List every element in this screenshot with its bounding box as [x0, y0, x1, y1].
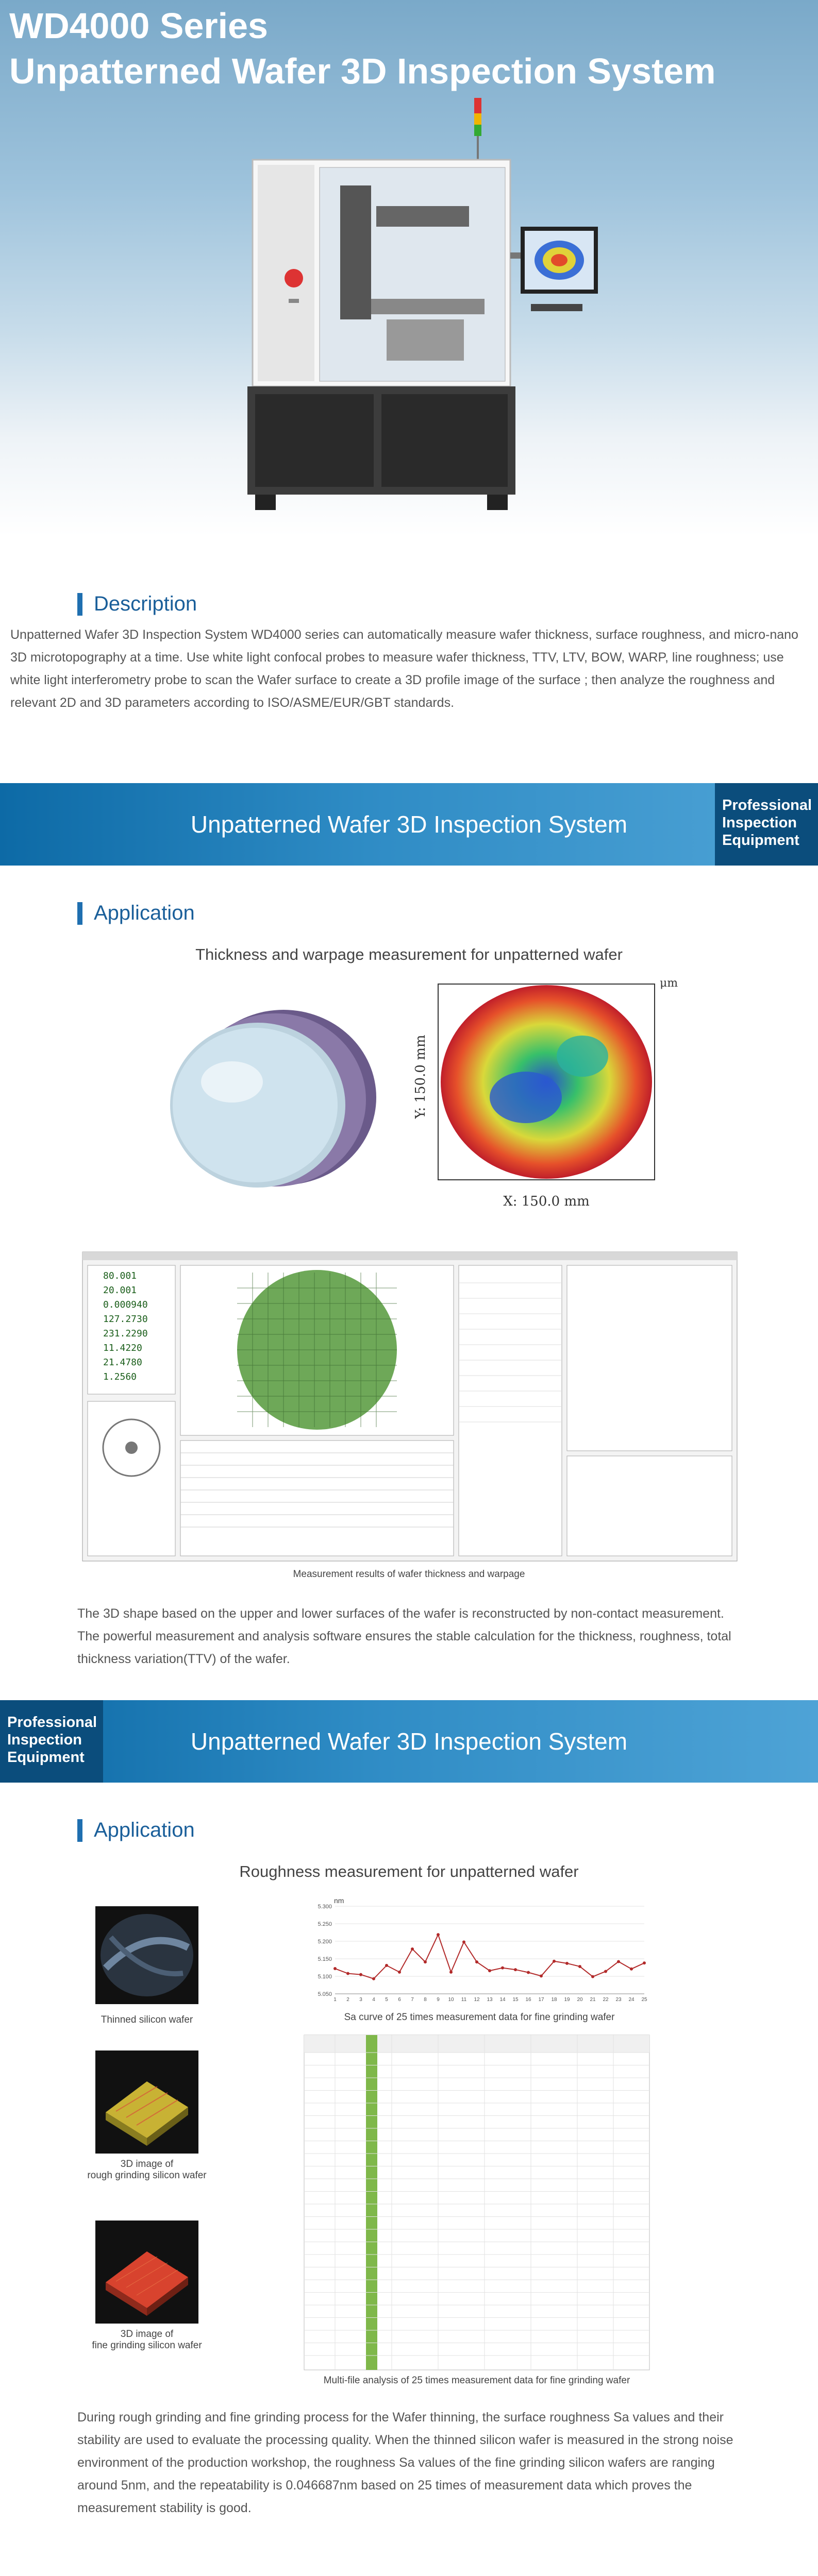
warpage-map: [413, 974, 686, 1211]
description-heading: Description: [77, 592, 197, 616]
banner-title: Unpatterned Wafer 3D Inspection System: [190, 1728, 628, 1755]
title-line-2: Unpatterned Wafer 3D Inspection System: [9, 51, 716, 91]
data-point: [501, 1967, 504, 1970]
x-tick-label: 23: [615, 1997, 622, 2003]
data-point: [553, 1960, 556, 1963]
map-x-label: X: 150.0 mm: [503, 1194, 590, 1209]
y-tick-label: 5.200: [318, 1939, 332, 1945]
chart-ylabel: nm: [334, 1896, 344, 1905]
rough-label: 3D image of rough grinding silicon wafer: [87, 2159, 207, 2181]
x-tick-label: 20: [577, 1997, 583, 2003]
readout: 127.2730: [103, 1314, 148, 1325]
y-tick-label: 5.100: [318, 1974, 332, 1980]
data-point: [617, 1960, 620, 1963]
x-tick-label: 21: [590, 1997, 596, 2003]
application-2-heading: Application: [77, 1819, 195, 1842]
data-point: [398, 1971, 401, 1974]
thin-wafer-label: Thinned silicon wafer: [101, 2014, 193, 2025]
table-caption: Multi-file analysis of 25 times measurement data for fine grinding wafer: [323, 2375, 630, 2386]
data-point: [630, 1968, 633, 1971]
banner-badge: Professional Inspection Equipment: [715, 783, 818, 866]
data-point: [372, 1977, 375, 1980]
fine-label: 3D image of fine grinding silicon wafer: [92, 2329, 202, 2351]
readout: 20.001: [103, 1285, 137, 1296]
y-tick-label: 5.300: [318, 1904, 332, 1910]
data-point: [346, 1972, 349, 1975]
x-tick-label: 7: [411, 1997, 414, 2003]
x-tick-label: 5: [385, 1997, 388, 2003]
app2-text: During rough grinding and fine grinding process for the Wafer thinning, the surface roughness Sa values and their stability are used to evaluate the processing quality. When the thinned silicon wafer is measured in the strong noise environment of the production workshop, the roughness Sa values of the fine grinding silicon wafers are ranging around 5nm, and the repeatability is 0.046687nm based on 25 times of measurement data which proves the measurement stability is good.: [77, 2410, 733, 2515]
y-tick-label: 5.250: [318, 1921, 332, 1927]
x-tick-label: 8: [424, 1997, 427, 2003]
application-1-heading: Application: [77, 902, 195, 925]
data-point: [565, 1962, 569, 1965]
x-tick-label: 11: [461, 1997, 467, 2003]
app1-caption: Measurement results of wafer thickness and warpage: [293, 1569, 525, 1580]
y-tick-label: 5.150: [318, 1956, 332, 1962]
map-y-label: Y: 150.0 mm: [413, 1035, 428, 1119]
readout: 0.000940: [103, 1299, 148, 1310]
chart-grid: [335, 1906, 644, 1994]
page-title: [9, 3, 715, 94]
readout: 1.2560: [103, 1371, 137, 1382]
data-point: [540, 1974, 543, 1977]
x-tick-label: 14: [499, 1997, 506, 2003]
x-tick-label: 1: [333, 1997, 337, 2003]
series-points: [333, 1933, 646, 1980]
map-unit: μm: [660, 977, 678, 990]
app1-subtitle: Thickness and warpage measurement for unpatterned wafer: [195, 945, 623, 963]
data-point: [488, 1969, 491, 1972]
x-tick-label: 17: [538, 1997, 544, 2003]
data-point: [591, 1975, 594, 1978]
thinned-wafer-photo: [95, 1906, 198, 2004]
x-tick-label: 25: [641, 1997, 647, 2003]
data-point: [527, 1971, 530, 1974]
x-tick-label: 2: [346, 1997, 349, 2003]
x-tick-label: 13: [487, 1997, 493, 2003]
readout: 231.2290: [103, 1328, 148, 1339]
rough-grinding-3d-image: [95, 2050, 198, 2154]
x-tick-label: 4: [372, 1997, 375, 2003]
x-tick-label: 9: [437, 1997, 440, 2003]
banner-1: [0, 783, 818, 866]
data-point: [514, 1968, 517, 1971]
data-point: [449, 1971, 453, 1974]
x-tick-label: 24: [628, 1997, 635, 2003]
readout: 21.4780: [103, 1357, 142, 1368]
data-point: [359, 1973, 362, 1976]
data-point: [604, 1970, 607, 1973]
x-tick-label: 12: [474, 1997, 480, 2003]
data-point: [424, 1960, 427, 1963]
data-point: [385, 1964, 388, 1967]
sa-chart: [304, 1896, 655, 2009]
data-point: [462, 1940, 465, 1943]
banner-badge: Professional Inspection Equipment: [0, 1700, 103, 1783]
multi-file-table: [304, 2035, 649, 2370]
app2-subtitle: Roughness measurement for unpatterned wafer: [239, 1862, 579, 1880]
x-tick-label: 18: [551, 1997, 557, 2003]
x-tick-label: 16: [525, 1997, 531, 2003]
data-point: [333, 1967, 337, 1970]
readout: 80.001: [103, 1270, 137, 1281]
x-tick-label: 6: [398, 1997, 401, 2003]
y-tick-label: 5.050: [318, 1991, 332, 1997]
fine-grinding-3d-image: [95, 2221, 198, 2324]
chart-ticks: [318, 1904, 647, 2003]
app1-text: The 3D shape based on the upper and lower surfaces of the wafer is reconstructed by non-contact measurement. The powerful measurement and analysis software ensures the stable calculation for the thickness, roughness, total thickness variation(TTV) of the wafer.: [77, 1606, 731, 1666]
software-screenshot: [82, 1252, 737, 1561]
wafer-stack-photo: [165, 994, 402, 1200]
banner-title: Unpatterned Wafer 3D Inspection System: [190, 811, 628, 838]
x-tick-label: 19: [564, 1997, 570, 2003]
data-point: [643, 1961, 646, 1964]
data-point: [475, 1960, 478, 1963]
readout: 11.4220: [103, 1343, 142, 1353]
x-tick-label: 15: [512, 1997, 519, 2003]
machine-image: [216, 98, 598, 526]
description-text: Unpatterned Wafer 3D Inspection System WD4000 series can automatically measure wafer thickness, surface roughness, and micro-nano 3D microtopography at a time. Use white light confocal probes to measure wafer thickness, TTV, LTV, BOW, WARP, line roughness; use white light interferometry probe to scan the Wafer surface to create a 3D profile image of the surface ; then analyze the roughness and relevant 2D and 3D parameters according to ISO/ASME/EUR/GBT standards.: [10, 628, 798, 710]
data-point: [578, 1965, 581, 1968]
x-tick-label: 3: [359, 1997, 362, 2003]
x-tick-label: 22: [603, 1997, 609, 2003]
data-point: [437, 1933, 440, 1936]
hero-section: [0, 0, 818, 536]
title-line-1: WD4000 Series: [9, 6, 268, 46]
x-tick-label: 10: [448, 1997, 454, 2003]
chart-caption: Sa curve of 25 times measurement data for fine grinding wafer: [344, 2012, 615, 2023]
banner-2: [0, 1700, 818, 1783]
data-point: [411, 1947, 414, 1951]
